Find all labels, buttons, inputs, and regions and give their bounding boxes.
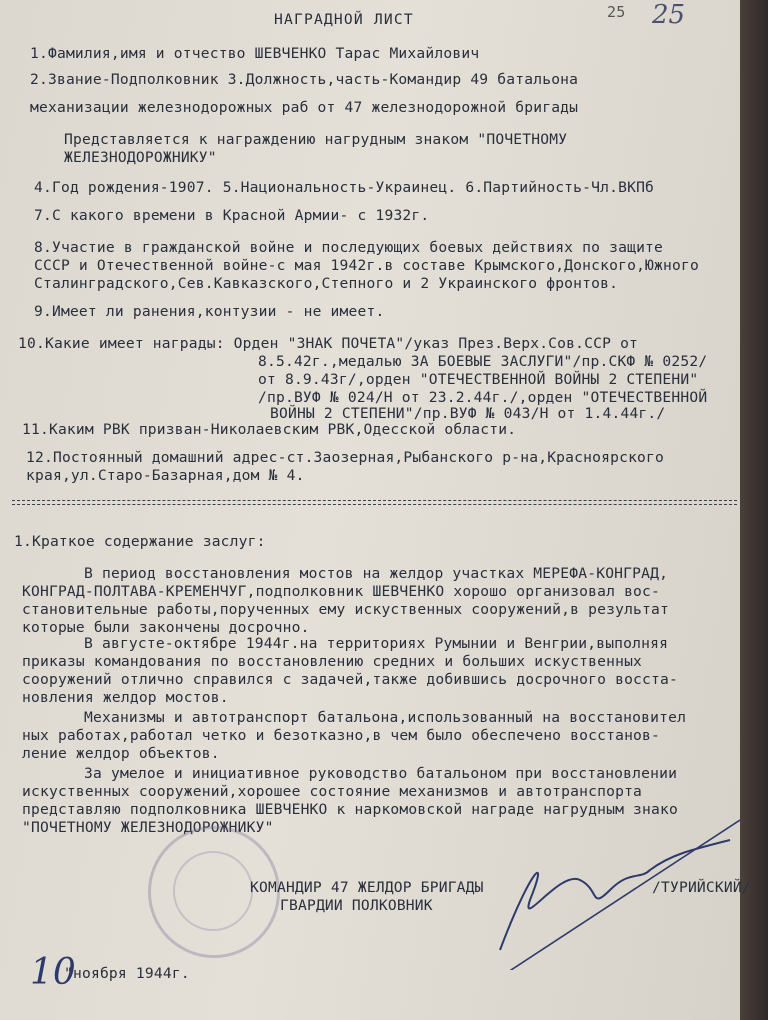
field-awards-4: /пр.ВУФ № 024/Н от 23.2.44г./,орден "ОТЕЧЕСТВЕННОЙ (258, 389, 708, 406)
date-day: 10 (30, 952, 76, 993)
merits-text: КОНГРАД-ПОЛТАВА-КРЕМЕНЧУГ,подполковник ШЕВЧЕНКО хорошо организовал вос- (22, 583, 661, 600)
merits-text: новления желдор мостов. (22, 689, 229, 706)
merits-text: За умелое и инициативное руководство батальоном при восстановлении (84, 765, 678, 782)
award-nomination-cont: ЖЕЛЕЗНОДОРОЖНИКУ" (64, 149, 217, 166)
signature-name: /ТУРИЙСКИЙ/ (652, 879, 751, 896)
field-home-address: 12.Постоянный домашний адрес-ст.Заозерная,Рыбанского р-на,Красноярского (26, 449, 665, 466)
merits-text: приказы командования по восстановлению средних и больших искуственных (22, 653, 643, 670)
field-rank-position: 2.Звание-Подполковник 3.Должность,часть-Командир 49 батальона (30, 71, 579, 88)
field-combat-participation: 8.Участие в гражданской войне и последующих боевых действиях по защите (34, 239, 664, 256)
merits-text: искуственных сооружений,хорошее состояние механизмов и автотранспорта (22, 783, 643, 800)
merits-text: которые были закончены досрочно. (22, 619, 310, 636)
field-army-since: 7.С какого времени в Красной Армии- с 1932г. (34, 207, 430, 224)
merits-text: сооружений отлично справился с задачей,также добившись досрочного восста- (22, 671, 678, 688)
field-draft-office: 11.Каким РВК призван-Николаевским РВК,Одесской области. (22, 421, 517, 438)
merits-text: ление желдор объектов. (22, 745, 220, 762)
merits-text: В августе-октябре 1944г.на территориях Румынии и Венгрии,выполняя (84, 635, 669, 652)
field-birth-nationality-party: 4.Год рождения-1907. 5.Национальность-Украинец. 6.Партийность-Чл.ВКПб (34, 179, 655, 196)
field-combat-participation-3: Сталинградского,Сев.Кавказского,Степного и 2 Украинского фронтов. (34, 275, 619, 292)
document-title: НАГРАДНОЙ ЛИСТ (274, 11, 414, 28)
merits-heading: 1.Краткое содержание заслуг: (14, 533, 266, 550)
page-edge-shadow (740, 0, 768, 1020)
field-awards-2: 8.5.42г.,медалью ЗА БОЕВЫЕ ЗАСЛУГИ"/пр.СКФ № 0252/ (258, 353, 708, 370)
field-wounds: 9.Имеет ли ранения,контузии - не имеет. (34, 303, 385, 320)
field-awards: 10.Какие имеет награды: Орден "ЗНАК ПОЧЕТА"/указ През.Верх.Сов.ССР от (18, 335, 639, 352)
merits-text: "ПОЧЕТНОМУ ЖЕЛЕЗНОДОРОЖНИКУ" (22, 819, 274, 836)
page-number-typed: 25 (607, 3, 626, 21)
merits-text: ных работах,работал четко и безотказно,в чем было обеспечено восстанов- (22, 727, 661, 744)
signature-title: КОМАНДИР 47 ЖЕЛДОР БРИГАДЫ (250, 879, 484, 896)
field-position-cont: механизации железнодорожных раб от 47 железнодорожной бригады (30, 99, 579, 116)
field-name: 1.Фамилия,имя и отчество ШЕВЧЕНКО Тарас Михайлович (30, 45, 480, 62)
signature-rank: ГВАРДИИ ПОЛКОВНИК (280, 897, 433, 914)
award-nomination: Представляется к награждению нагрудным знаком "ПОЧЕТНОМУ (64, 131, 568, 148)
merits-text: представляю подполковника ШЕВЧЕНКО к наркомовской награде нагрудным знако (22, 801, 678, 818)
date-text: "ноября 1944г. (64, 965, 190, 982)
field-combat-participation-2: СССР и Отечественной войне-с мая 1942г.в составе Крымского,Донского,Южного (34, 257, 699, 274)
separator-line (12, 500, 737, 505)
page-number-handwritten: 25 (652, 0, 686, 30)
merits-text: В период восстановления мостов на желдор участках МЕРЕФА-КОНГРАД, (84, 565, 669, 582)
merits-text: становительные работы,порученных ему искуственных сооружений,в результат (22, 601, 670, 618)
merits-text: Механизмы и автотранспорт батальона,использованный на восстановител (84, 709, 687, 726)
field-awards-3: от 8.9.43г/,орден "ОТЕЧЕСТВЕННОЙ ВОЙНЫ 2 СТЕПЕНИ" (258, 371, 699, 388)
field-home-address-2: края,ул.Старо-Базарная,дом № 4. (26, 467, 305, 484)
field-awards-5: ВОЙНЫ 2 СТЕПЕНИ"/пр.ВУФ № 043/Н от 1.4.44г./ (270, 405, 666, 422)
